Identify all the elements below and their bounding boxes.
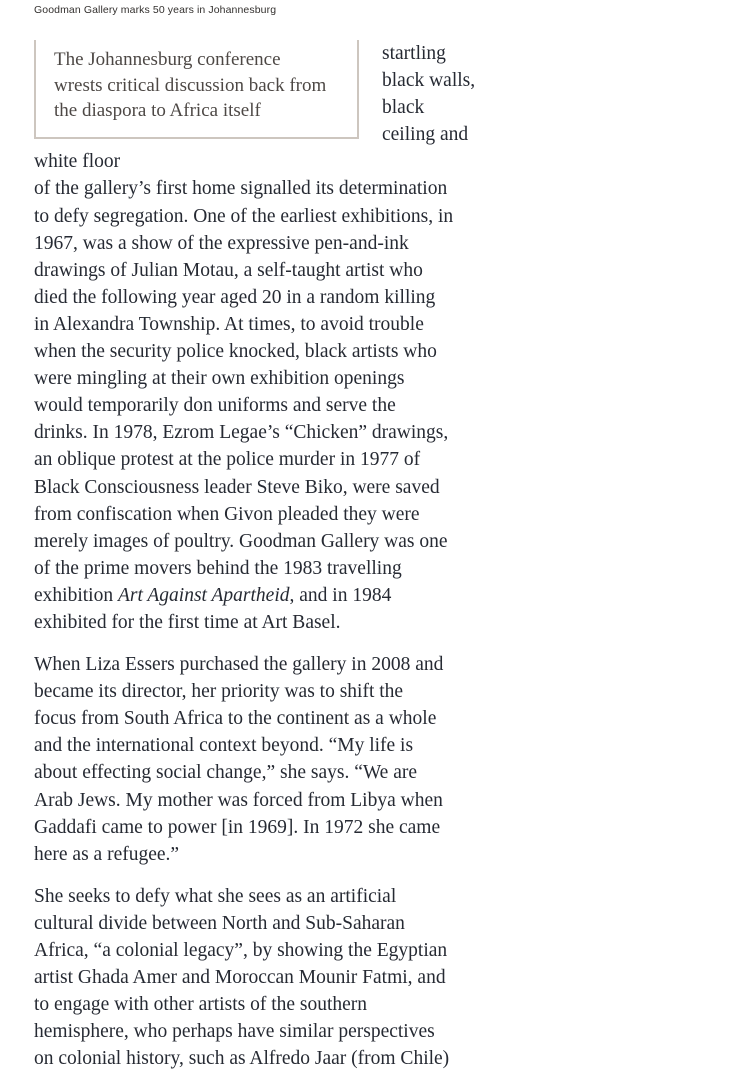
text-line: black walls, bbox=[382, 70, 476, 92]
text-line: Arab Jews. My mother was forced from Libya when bbox=[34, 789, 443, 811]
page-header-title: Goodman Gallery marks 50 years in Johannesburg bbox=[34, 4, 277, 16]
text-line: became its director, her priority was to shift the bbox=[34, 681, 404, 703]
text-line: When Liza Essers purchased the gallery in 2008 and bbox=[34, 654, 444, 676]
text-line: an oblique protest at the police murder in 1977 of bbox=[34, 449, 421, 471]
text-line: Africa, “a colonial legacy”, by showing the Egyptian bbox=[34, 940, 448, 961]
text-line: startling bbox=[382, 43, 446, 64]
text-line: drinks. In 1978, Ezrom Legae’s “Chicken” drawings, bbox=[34, 422, 449, 444]
text-line: black bbox=[382, 97, 425, 119]
text-line: white floor bbox=[34, 151, 121, 173]
pull-quote bbox=[34, 40, 359, 139]
text-line: of the prime movers behind the 1983 travelling bbox=[34, 557, 402, 579]
text-line: to defy segregation. One of the earliest exhibitions, in bbox=[34, 205, 454, 227]
text-line: and the international context beyond. “My life is bbox=[34, 735, 414, 757]
text-line: Black Consciousness leader Steve Biko, were saved bbox=[34, 476, 440, 498]
text-line: drawings of Julian Motau, a self-taught artist who bbox=[34, 259, 423, 281]
text-line: when the security police knocked, black artists who bbox=[34, 341, 437, 363]
exhibition-title: Art Against Apartheid bbox=[117, 584, 290, 606]
text-line: on colonial history, such as Alfredo Jaar (from Chile) bbox=[34, 1048, 450, 1070]
text-line: 1967, was a show of the expressive pen-and-ink bbox=[34, 232, 409, 254]
text-line: in Alexandra Township. At times, to avoid trouble bbox=[34, 313, 424, 335]
text-line: Gaddafi came to power [in 1969]. In 1972 she came bbox=[34, 816, 441, 838]
text-fragment: exhibition bbox=[34, 584, 118, 606]
pull-quote-line: wrests critical discussion back from bbox=[54, 74, 327, 96]
text-line bbox=[34, 582, 504, 609]
text-line: focus from South Africa to the continent as a whole bbox=[34, 708, 437, 730]
article-paragraph bbox=[34, 883, 504, 1073]
text-fragment: , and in 1984 bbox=[289, 584, 392, 606]
text-line: from confiscation when Givon pleaded they were bbox=[34, 503, 420, 525]
text-line: died the following year aged 20 in a random killing bbox=[34, 286, 436, 308]
article-body bbox=[34, 40, 504, 1087]
text-line: to engage with other artists of the southern bbox=[34, 994, 368, 1016]
text-line: She seeks to defy what she sees as an artificial bbox=[34, 885, 397, 907]
text-line: hemisphere, who perhaps have similar perspectives bbox=[34, 1021, 435, 1043]
text-line: merely images of poultry. Goodman Gallery was one bbox=[34, 530, 448, 552]
text-line: here as a refugee.” bbox=[34, 843, 180, 865]
pull-quote-line: The Johannesburg conference bbox=[54, 49, 281, 70]
text-line: would temporarily don uniforms and serve the bbox=[34, 395, 396, 417]
text-line: cultural divide between North and Sub-Saharan bbox=[34, 912, 405, 934]
text-line: of the gallery’s first home signalled its determination bbox=[34, 178, 448, 200]
text-line: ceiling and bbox=[382, 124, 469, 146]
pull-quote-line: the diaspora to Africa itself bbox=[54, 100, 261, 121]
text-line: artist Ghada Amer and Moroccan Mounir Fatmi, and bbox=[34, 967, 446, 989]
article-paragraph bbox=[34, 651, 504, 868]
text-line: about effecting social change,” she says. “We are bbox=[34, 762, 418, 784]
text-line: were mingling at their own exhibition openings bbox=[34, 368, 405, 390]
text-line: exhibited for the first time at Art Basel. bbox=[34, 611, 341, 633]
